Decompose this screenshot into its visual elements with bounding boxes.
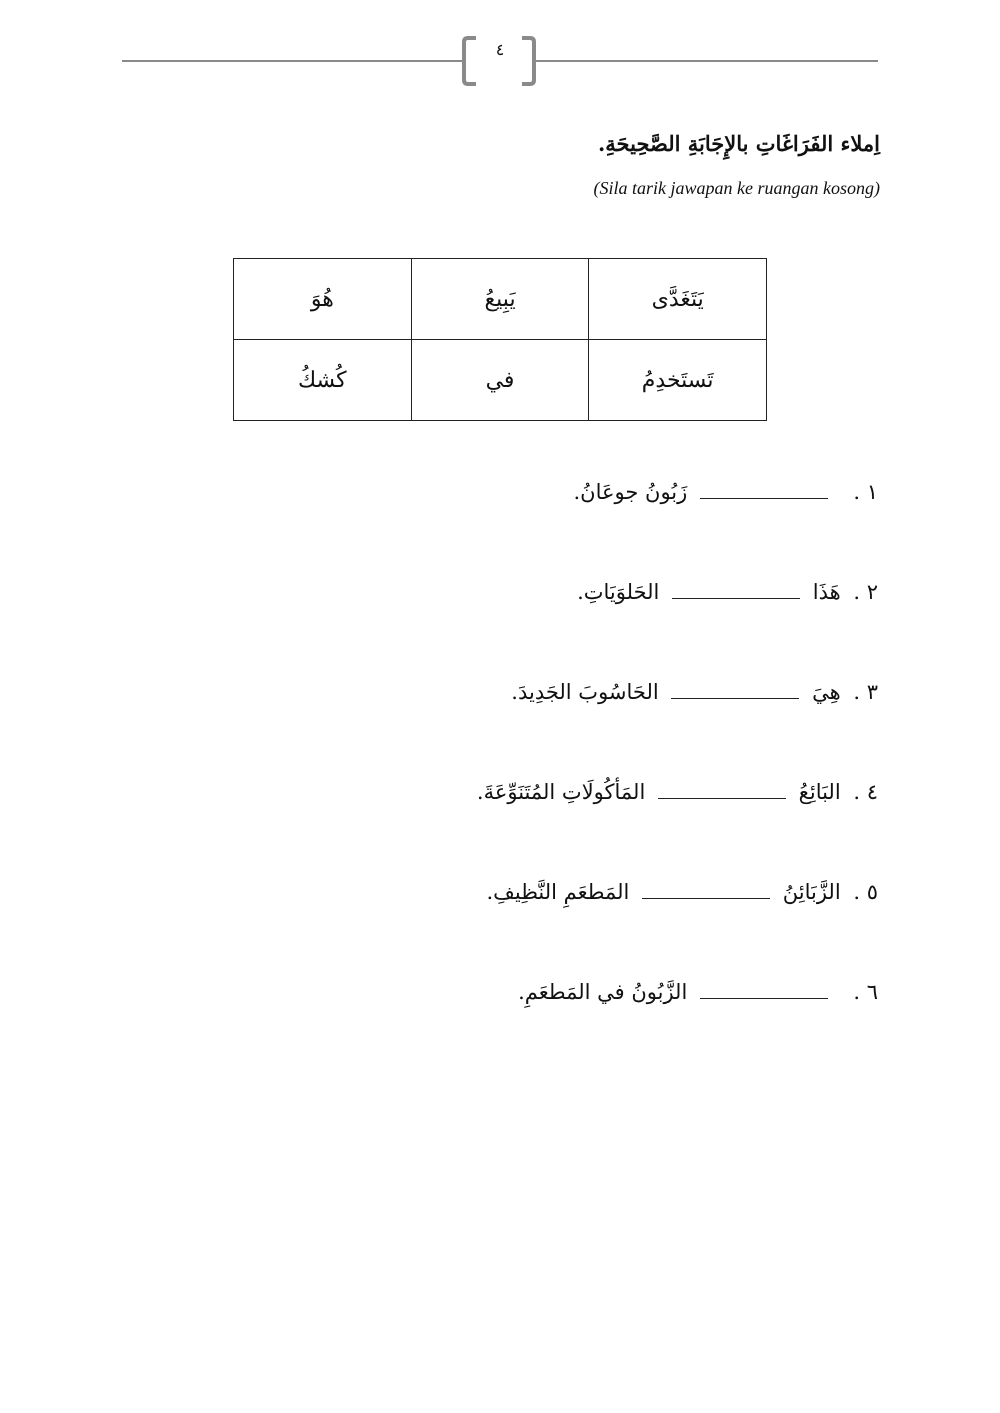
- word-bank-cell[interactable]: تَستَخدِمُ: [589, 340, 767, 421]
- sentence-before: البَائِعُ: [798, 780, 841, 804]
- sentence-item: [278, 970, 878, 1070]
- sentence-before: الزَّبَائِنُ: [782, 880, 841, 904]
- answer-blank[interactable]: [672, 596, 800, 599]
- sentence-number: ٥ .: [853, 880, 878, 904]
- sentence-after: المَأكُولَاتِ المُتَنَوِّعَةَ.: [476, 780, 646, 804]
- sentence-item: [278, 770, 878, 870]
- word-bank-cell[interactable]: كُشكُ: [234, 340, 412, 421]
- sentence-item: [278, 570, 878, 670]
- word-bank-row: [234, 340, 767, 421]
- answer-blank[interactable]: [700, 496, 828, 499]
- sentence-number: ٦ .: [853, 980, 878, 1004]
- sentence-before: هِيَ: [812, 680, 841, 704]
- answer-blank[interactable]: [642, 896, 770, 899]
- sentence-list: [278, 470, 878, 1070]
- sentence-after: زَبُونُ جوعَانُ.: [573, 480, 688, 504]
- sentence-after: المَطعَمِ النَّظِيفِ.: [486, 880, 630, 904]
- sentence-item: [278, 470, 878, 570]
- sentence-item: [278, 670, 878, 770]
- answer-blank[interactable]: [658, 796, 786, 799]
- word-bank-cell[interactable]: يَبِيعُ: [411, 259, 589, 340]
- word-bank-cell[interactable]: يَتَغَدَّى: [589, 259, 767, 340]
- word-bank-row: [234, 259, 767, 340]
- instruction-malay: (Sila tarik jawapan ke ruangan kosong): [593, 178, 880, 198]
- sentence-number: ١ .: [853, 480, 878, 504]
- sentence-number: ٣ .: [853, 680, 878, 704]
- word-bank-table: [233, 258, 767, 421]
- answer-blank[interactable]: [700, 996, 828, 999]
- sentence-number: ٤ .: [853, 780, 878, 804]
- sentence-after: الزَّبُونُ في المَطعَمِ.: [518, 980, 688, 1004]
- sentence-number: ٢ .: [853, 580, 878, 604]
- header-divider: [0, 0, 1000, 120]
- word-bank-cell[interactable]: في: [411, 340, 589, 421]
- sentence-after: الحَاسُوبَ الجَدِيدَ.: [511, 680, 659, 704]
- sentence-item: [278, 870, 878, 970]
- answer-blank[interactable]: [671, 696, 799, 699]
- sentence-before: هَذَا: [812, 580, 841, 604]
- instruction-arabic: اِملاء الفَرَاغَاتِ بالإِجَابَةِ الصَّحِيحَةِ.: [597, 131, 880, 156]
- page-number: ٤: [495, 40, 505, 59]
- sentence-after: الحَلوَيَاتِ.: [577, 580, 660, 604]
- word-bank-cell[interactable]: هُوَ: [234, 259, 412, 340]
